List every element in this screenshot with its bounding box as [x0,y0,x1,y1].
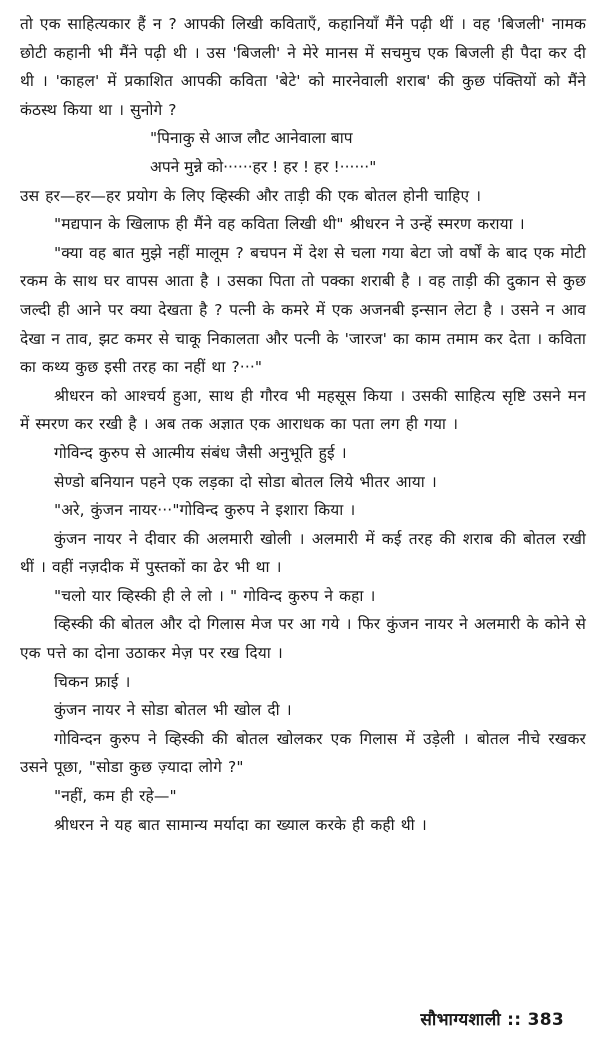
paragraph: "मद्यपान के खिलाफ ही मैंने वह कविता लिखी थी" श्रीधरन ने उन्हें स्मरण कराया । [54,215,525,234]
verse-line: "पिनाकु से आज लौट आनेवाला बाप [150,129,353,148]
paragraph: उस हर—हर—हर प्रयोग के लिए व्हिस्की और ताड़ी की एक बोतल होनी चाहिए । [20,186,482,205]
paragraph: "अरे, कुंजन नायर···"गोविन्द कुरुप ने इशारा किया । [54,501,356,520]
paragraph: व्हिस्की की बोतल और दो गिलास मेज पर आ गये । फिर कुंजन नायर ने अलमारी के कोने से एक पत्ते का दोना उठाकर मेज़ पर रख दिया । [20,615,586,663]
paragraph: "नहीं, कम ही रहे—" [54,787,177,806]
paragraph: कुंजन नायर ने दीवार की अलमारी खोली । अलमारी में कई तरह की शराब की बोतल रखी थीं । वहीं नज़दीक में पुस्तकों का ढेर भी था । [20,529,586,577]
paragraph: श्रीधरन ने यह बात सामान्य मर्यादा का ख्याल करके ही कही थी । [54,815,427,834]
paragraph: "क्या वह बात मुझे नहीं मालूम ? बचपन में देश से चला गया बेटा जो वर्षों के बाद एक मोटी रकम के साथ घर वापस आता है । उसका पिता तो पक्का शराबी है । वह ताड़ी की दुकान से कुछ जल्दी ही आने पर क्या देखता है ? पत्नी के कमरे में एक अजनबी इन्सान लेटा है । उसने न आव देखा न ताव, झट कमर से चाकू निकालता और पत्नी के 'जारज' का काम तमाम कर देता । कविता का कथ्य कुछ इसी तरह का नहीं था ?···" [20,243,586,377]
paragraph: चिकन फ्राई । [54,672,131,691]
paragraph: सेण्डो बनियान पहने एक लड़का दो सोडा बोतल लिये भीतर आया । [54,472,437,491]
text-flow [20,10,586,839]
page-body [20,10,586,1050]
page-footer: सौभाग्यशाली :: 383 [420,1010,564,1030]
paragraph: तो एक साहित्यकार हैं न ? आपकी लिखी कविताएँ, कहानियाँ मैंने पढ़ी थीं । वह 'बिजली' नामक छोटी कहानी भी मैंने पढ़ी थी । उस 'बिजली' ने मेरे मानस में सचमुच एक बिजली ही पैदा कर दी थी । 'काहल' में प्रकाशित आपकी कविता 'बेटे' को मारनेवाली शराब' की कुछ पंक्तियों को मैंने कंठस्थ किया था । सुनोगे ? [20,15,586,119]
paragraph: श्रीधरन को आश्चर्य हुआ, साथ ही गौरव भी महसूस किया । उसकी साहित्य सृष्टि उसने मन में स्मरण कर रखी है । अब तक अज्ञात एक आराधक का पता लग ही गया । [20,386,586,434]
paragraph: कुंजन नायर ने सोडा बोतल भी खोल दी । [54,701,292,720]
paragraph: "चलो यार व्हिस्की ही ले लो । " गोविन्द कुरुप ने कहा । [54,586,376,605]
verse-line: अपने मुन्ने को······हर ! हर ! हर !······" [150,157,377,176]
paragraph: गोविन्द कुरुप से आत्मीय संबंध जैसी अनुभूति हुई । [54,443,347,462]
paragraph: गोविन्दन कुरुप ने व्हिस्की की बोतल खोलकर एक गिलास में उड़ेली । बोतल नीचे रखकर उसने पूछा, "सोडा कुछ ज़्यादा लोगे ?" [20,729,586,777]
